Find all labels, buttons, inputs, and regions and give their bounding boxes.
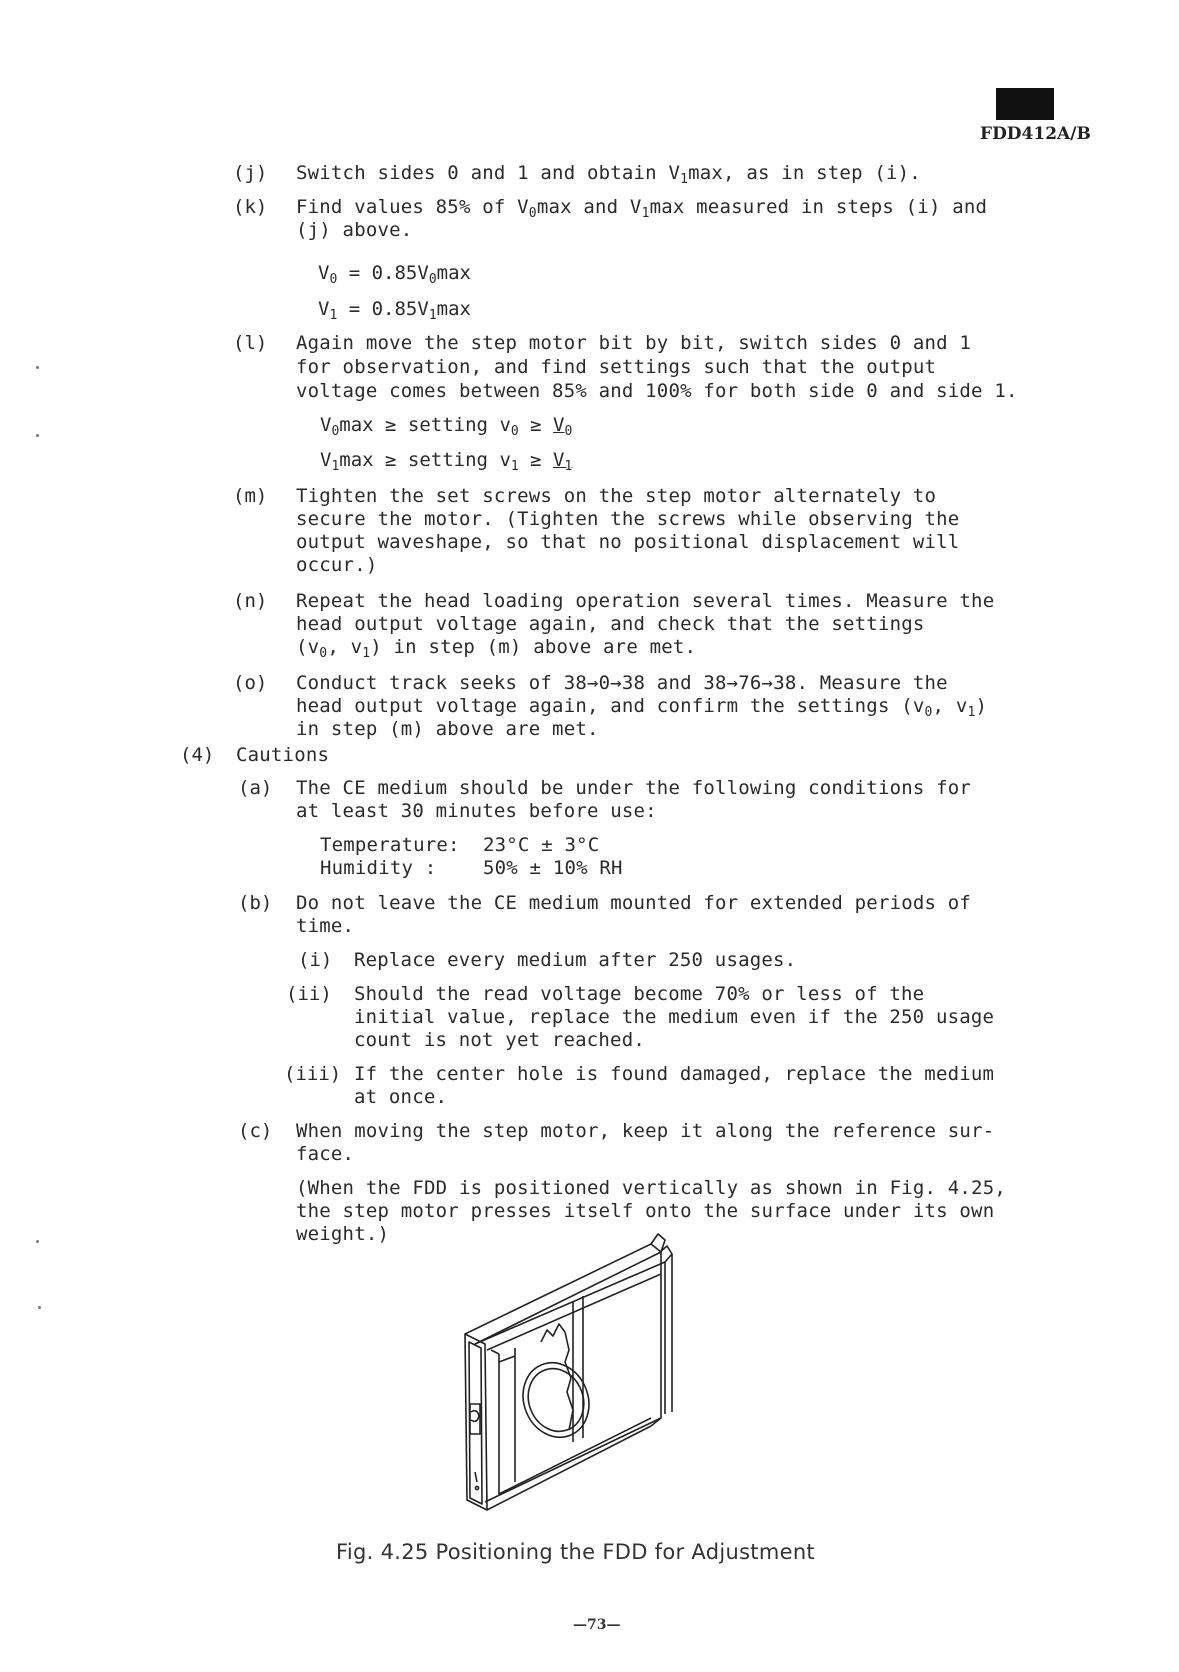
condition-temperature-value: 23°C ± 3°C <box>483 834 600 856</box>
caution-b-i-text: Replace every medium after 250 usages. <box>354 949 797 971</box>
page-number: —73— <box>573 1617 621 1633</box>
step-k-label: (k) <box>233 196 268 218</box>
step-l-line1: Again move the step motor bit by bit, switch sides 0 and 1 <box>296 332 972 354</box>
equation-v1: $V_1 = 0.85V_1\max$ <box>318 298 471 323</box>
caution-c-note-line2: the step motor presses itself onto the surface under its own <box>296 1200 995 1222</box>
caution-b-ii-line3: count is not yet reached. <box>354 1029 645 1051</box>
caution-c-line2: face. <box>296 1143 355 1165</box>
step-o-label: (o) <box>233 672 268 694</box>
scan-speck <box>38 1306 41 1309</box>
caution-b-ii-line2: initial value, replace the medium even if the 250 usage <box>354 1006 995 1028</box>
section-4-label: (4) <box>180 744 215 766</box>
caution-b-line1: Do not leave the CE medium mounted for extended periods of <box>296 892 972 914</box>
fdd-motor-hub <box>512 1353 600 1447</box>
step-l-label: (l) <box>233 332 268 354</box>
caution-c-label: (c) <box>238 1120 273 1142</box>
caution-b-label: (b) <box>238 892 273 914</box>
step-m-line1: Tighten the set screws on the step motor alternately to <box>296 485 937 507</box>
step-n-line1: Repeat the head loading operation several times. Measure the <box>296 590 995 612</box>
step-o-line1: Conduct track seeks of 38→0→38 and 38→76→38. Measure the <box>296 672 948 694</box>
caution-b-iii-line2: at once. <box>354 1086 448 1108</box>
inequality-side1: $V_1\max$ ≥ setting $v_1 \ge V_1$ <box>320 449 573 474</box>
step-n-line3: ($v_0$, $v_1$) in step (m) above are met. <box>296 636 697 661</box>
header-black-mark <box>996 88 1054 120</box>
figure-caption: Fig. 4.25 Positioning the FDD for Adjustment <box>336 1540 815 1564</box>
condition-humidity-value: 50% ± 10% RH <box>483 857 623 879</box>
caution-b-ii-label: (ii) <box>286 983 332 1005</box>
fdd-front-bezel <box>465 1334 487 1510</box>
caution-b-i-label: (i) <box>298 949 333 971</box>
caution-c-line1: When moving the step motor, keep it along the reference sur- <box>296 1120 995 1142</box>
caution-b-iii-line1: If the center hole is found damaged, replace the medium <box>354 1063 995 1085</box>
step-k-line2: (j) above. <box>296 219 413 241</box>
condition-temperature-name: Temperature: <box>320 834 460 856</box>
step-m-line3: output waveshape, so that no positional displacement will <box>296 531 960 553</box>
scan-speck <box>36 366 39 369</box>
step-j-text: Switch sides 0 and 1 and obtain $V_1\max$, as in step (i). <box>296 162 921 187</box>
caution-a-line1: The CE medium should be under the following conditions for <box>296 777 972 799</box>
equation-v0: $V_0 = 0.85V_0\max$ <box>318 262 471 287</box>
section-4-title: Cautions <box>236 744 330 766</box>
step-o-line3: in step (m) above are met. <box>296 718 599 740</box>
step-n-label: (n) <box>233 590 268 612</box>
inequality-side0: $V_0\max$ ≥ setting $v_0 \ge V_0$ <box>320 414 573 439</box>
scan-speck <box>36 1240 39 1243</box>
caution-a-label: (a) <box>238 777 273 799</box>
step-n-line2: head output voltage again, and check that the settings <box>296 613 925 635</box>
caution-b-iii-label: (iii) <box>284 1063 342 1085</box>
scan-speck <box>36 434 39 437</box>
document-id: FDD412A/B <box>980 124 1091 144</box>
step-m-line4: occur.) <box>296 554 378 576</box>
step-l-line3: voltage comes between 85% and 100% for both side 0 and side 1. <box>296 380 1018 402</box>
caution-a-line2: at least 30 minutes before use: <box>296 800 657 822</box>
fdd-drawing <box>455 1232 715 1522</box>
step-l-line2: for observation, and find settings such that the output <box>296 356 937 378</box>
step-m-label: (m) <box>233 485 268 507</box>
step-j-label: (j) <box>233 162 268 184</box>
caution-c-note-line1: (When the FDD is positioned vertically as shown in Fig. 4.25, <box>296 1177 1006 1199</box>
step-k-line1: Find values 85% of $V_0\max$ and $V_1\max$ measured in steps (i) and <box>296 196 988 221</box>
step-m-line2: secure the motor. (Tighten the screws while observing the <box>296 508 960 530</box>
condition-humidity-name: Humidity : <box>320 857 437 879</box>
caution-b-line2: time. <box>296 915 355 937</box>
caution-c-note-line3: weight.) <box>296 1223 390 1245</box>
step-o-line2: head output voltage again, and confirm the settings ($v_0$, $v_1$) <box>296 695 988 720</box>
caution-b-ii-line1: Should the read voltage become 70% or less of the <box>354 983 925 1005</box>
